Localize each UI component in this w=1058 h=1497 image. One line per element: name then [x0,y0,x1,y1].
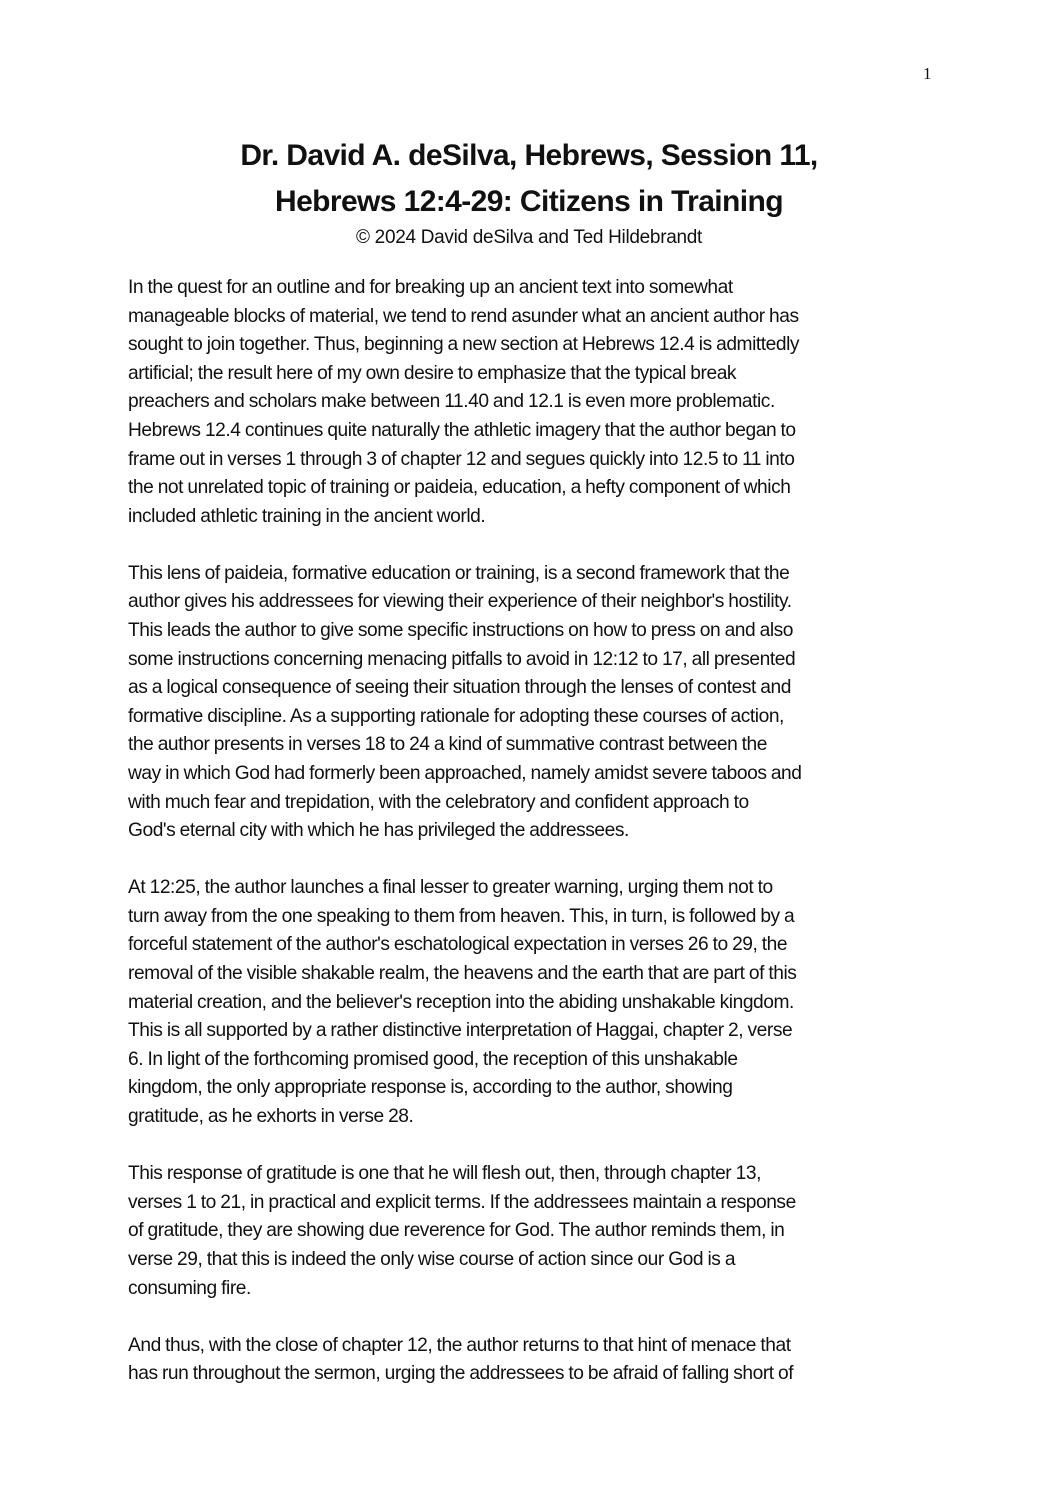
copyright-notice: © 2024 David deSilva and Ted Hildebrandt [356,227,702,248]
paragraph-paideia [128,560,940,846]
text-line: verse 29, that this is indeed the only wise course of action since our God is a [128,1248,736,1270]
text-line: has run throughout the sermon, urging the addressees to be afraid of falling short of [128,1363,794,1385]
text-line: sought to join together. Thus, beginning a new section at Hebrews 12.4 is admittedly [128,334,800,356]
text-line: way in which God had formerly been approached, namely amidst severe taboos and [128,763,802,784]
text-line: turn away from the one speaking to them from heaven. This, in turn, is followed by a [128,905,795,927]
text-line: And thus, with the close of chapter 12, the author returns to that hint of menace that [128,1334,791,1356]
paragraph-intro [128,274,940,531]
text-line: some instructions concerning menacing pitfalls to avoid in 12:12 to 17, all presented [128,648,796,670]
text-line: This response of gratitude is one that he will flesh out, then, through chapter 13, [128,1163,761,1185]
text-line: removal of the visible shakable realm, the heavens and the earth that are part of this [128,963,797,985]
text-line: material creation, and the believer's reception into the abiding unshakable kingdom. [128,991,794,1013]
paragraph-gratitude [128,1160,940,1303]
text-line: of gratitude, they are showing due reverence for God. The author reminds them, in [128,1220,785,1242]
text-line: author gives his addressees for viewing their experience of their neighbor's hostility. [128,591,792,613]
document-title-line-1: Dr. David A. deSilva, Hebrews, Session 11, [240,139,818,172]
paragraph-closing [128,1332,940,1389]
text-line: This leads the author to give some specific instructions on how to press on and also [128,620,794,642]
text-line: the not unrelated topic of training or paideia, education, a hefty component of which [128,477,791,499]
text-line: included athletic training in the ancient world. [128,505,486,527]
text-line: preachers and scholars make between 11.40 and 12.1 is even more problematic. [128,391,775,413]
text-line: verses 1 to 21, in practical and explicit terms. If the addressees maintain a response [128,1191,796,1213]
text-line: 6. In light of the forthcoming promised good, the reception of this unshakable [128,1048,738,1070]
text-line: as a logical consequence of seeing their situation through the lenses of contest and [128,677,791,699]
text-line: formative discipline. As a supporting rationale for adopting these courses of action, [128,705,784,727]
text-line: Hebrews 12.4 continues quite naturally the athletic imagery that the author began to [128,419,796,441]
paragraph-warning [128,874,940,1131]
text-line: manageable blocks of material, we tend to rend asunder what an ancient author has [128,305,799,327]
text-line: At 12:25, the author launches a final lesser to greater warning, urging them not to [128,877,773,899]
text-line: This is all supported by a rather distinctive interpretation of Haggai, chapter 2, verse [128,1020,793,1042]
text-line: kingdom, the only appropriate response is, according to the author, showing [128,1077,733,1099]
text-line: This lens of paideia, formative education or training, is a second framework that the [128,562,790,584]
document-title-line-2: Hebrews 12:4-29: Citizens in Training [275,185,783,218]
text-line: consuming fire. [128,1277,251,1299]
text-line: God's eternal city with which he has privileged the addressees. [128,820,629,842]
text-line: forceful statement of the author's eschatological expectation in verses 26 to 29, the [128,934,788,956]
text-line: gratitude, as he exhorts in verse 28. [128,1106,414,1128]
text-line: with much fear and trepidation, with the celebratory and confident approach to [128,791,749,813]
document-body [128,274,940,1417]
text-line: In the quest for an outline and for breaking up an ancient text into somewhat [128,277,733,298]
text-line: the author presents in verses 18 to 24 a kind of summative contrast between the [128,734,767,756]
document-header [0,133,1058,251]
page-number: 1 [923,64,932,83]
text-line: frame out in verses 1 through 3 of chapter 12 and segues quickly into 12.5 to 11 into [128,448,795,470]
text-line: artificial; the result here of my own desire to emphasize that the typical break [128,362,737,384]
